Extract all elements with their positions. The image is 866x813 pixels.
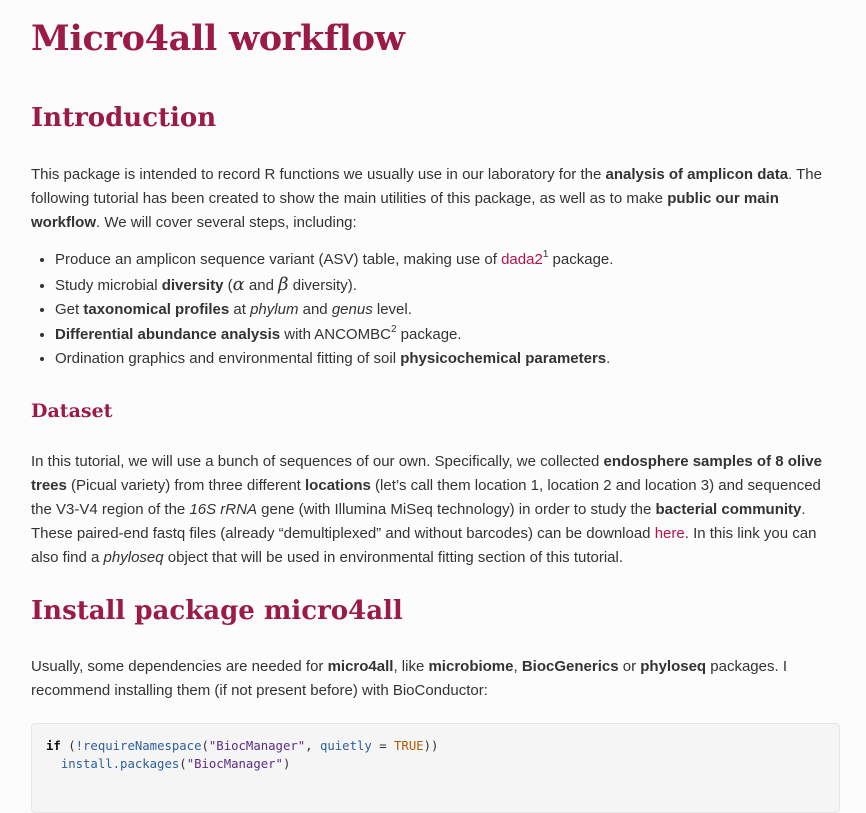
list-item-italic: phylum bbox=[250, 301, 299, 318]
list-item-italic: genus bbox=[331, 301, 373, 318]
list-item-text: . bbox=[606, 350, 611, 367]
intro-text-1: This package is intended to record R functions we usually use in our laboratory for the bbox=[31, 166, 606, 183]
steps-list bbox=[31, 248, 840, 372]
list-item-bold: taxonomical profiles bbox=[83, 301, 230, 318]
dataset-italic: phyloseq bbox=[103, 548, 164, 566]
list-item-text: and bbox=[244, 276, 279, 294]
list-item-text: with ANCOMBC bbox=[280, 325, 391, 343]
dataset-text: object that will be used in environmental fitting section of this tutorial. bbox=[163, 548, 624, 566]
dada2-link[interactable]: dada2 bbox=[501, 251, 543, 268]
intro-text-2: . The following tutorial has been created to show the main utilities of this package, as well as to make bbox=[31, 166, 822, 207]
list-item bbox=[55, 298, 840, 323]
install-text: Usually, some dependencies are needed for bbox=[31, 657, 328, 675]
code-token: = bbox=[371, 738, 395, 753]
list-item-text: Ordination graphics and environmental fitting of soil bbox=[55, 350, 401, 367]
code-function: install.packages bbox=[60, 756, 180, 771]
install-text: , bbox=[513, 657, 522, 675]
download-here-link[interactable]: here bbox=[654, 524, 685, 542]
list-item-text: package. bbox=[396, 325, 462, 343]
section-heading-introduction: Introduction bbox=[31, 103, 217, 133]
code-function: requireNamespace bbox=[83, 738, 202, 753]
code-token: )) bbox=[423, 738, 439, 753]
dataset-paragraph bbox=[31, 450, 840, 570]
code-token: ( bbox=[60, 738, 76, 753]
list-item bbox=[55, 248, 840, 273]
intro-text-3: . We will cover several steps, including: bbox=[96, 214, 357, 231]
code-keyword: if bbox=[46, 738, 61, 753]
code-operator: ! bbox=[75, 738, 84, 753]
dataset-text: . In this link you can also find a bbox=[31, 524, 817, 566]
intro-bold-1: analysis of amplicon data bbox=[605, 166, 789, 183]
code-line-1 bbox=[46, 737, 825, 755]
dataset-text: . These paired-end fastq files (already “demultiplexed” and without barcodes) can be download bbox=[31, 500, 806, 542]
code-token: ) bbox=[282, 756, 291, 771]
install-bold: micro4all bbox=[327, 657, 394, 675]
list-item-text: level. bbox=[372, 301, 412, 318]
code-block[interactable] bbox=[31, 723, 840, 813]
list-item-text: Get bbox=[55, 301, 84, 318]
code-token: , bbox=[305, 738, 320, 753]
list-item-bold: diversity bbox=[161, 276, 224, 294]
code-argument: quietly bbox=[319, 738, 372, 753]
code-token: ( bbox=[179, 756, 187, 771]
list-item-bold: physicochemical parameters bbox=[400, 350, 607, 367]
install-bold: phyloseq bbox=[640, 657, 707, 675]
code-string: "BiocManager" bbox=[208, 738, 306, 753]
list-item-text: and bbox=[298, 301, 332, 318]
install-text: or bbox=[618, 657, 641, 675]
code-line-2 bbox=[46, 755, 825, 773]
list-item bbox=[55, 323, 840, 348]
section-heading-install: Install package micro4all bbox=[31, 595, 403, 626]
introduction-paragraph bbox=[31, 163, 840, 235]
dataset-bold: endosphere samples of 8 olive trees bbox=[31, 452, 822, 494]
intro-bold-2: public our main workflow bbox=[31, 190, 779, 231]
dataset-text: (let’s call them location 1, location 2 and location 3) and sequenced the V3-V4 region of the bbox=[31, 476, 821, 518]
code-string: "BiocManager" bbox=[186, 756, 283, 771]
list-item-text: package. bbox=[548, 251, 614, 268]
install-paragraph bbox=[31, 655, 840, 703]
beta-symbol: β bbox=[278, 273, 289, 295]
dataset-text: (Picual variety) from three different bbox=[66, 476, 306, 494]
dataset-text: In this tutorial, we will use a bunch of sequences of our own. Specifically, we collected bbox=[31, 452, 604, 470]
install-bold: BiocGenerics bbox=[521, 657, 619, 675]
dataset-text: gene (with Illumina MiSeq technology) in order to study the bbox=[256, 500, 656, 518]
list-item-text: at bbox=[229, 301, 251, 318]
footnote-ref-2[interactable]: 2 bbox=[390, 323, 397, 335]
alpha-symbol: α bbox=[232, 273, 245, 295]
dataset-italic: 16S rRNA bbox=[189, 500, 257, 518]
code-token: ( bbox=[201, 738, 209, 753]
dataset-bold: locations bbox=[305, 476, 371, 494]
dataset-bold: bacterial community bbox=[655, 500, 802, 518]
footnote-ref-1[interactable]: 1 bbox=[542, 249, 549, 260]
list-item-text: ( bbox=[223, 276, 233, 294]
install-text: packages. I recommend installing them (if not present before) with BioConductor: bbox=[31, 657, 787, 699]
code-indent bbox=[46, 757, 61, 771]
list-item bbox=[55, 347, 840, 372]
list-item-text: Produce an amplicon sequence variant (ASV) table, making use of bbox=[55, 251, 502, 268]
section-heading-dataset: Dataset bbox=[31, 399, 113, 422]
page-title: Micro4all workflow bbox=[31, 18, 405, 59]
code-boolean: TRUE bbox=[394, 738, 424, 753]
list-item-text: diversity). bbox=[288, 276, 357, 294]
list-item-bold: Differential abundance analysis bbox=[55, 325, 281, 343]
list-item-text: Study microbial bbox=[55, 276, 162, 294]
install-bold: microbiome bbox=[428, 657, 514, 675]
install-text: , like bbox=[393, 657, 429, 675]
list-item bbox=[55, 273, 840, 299]
